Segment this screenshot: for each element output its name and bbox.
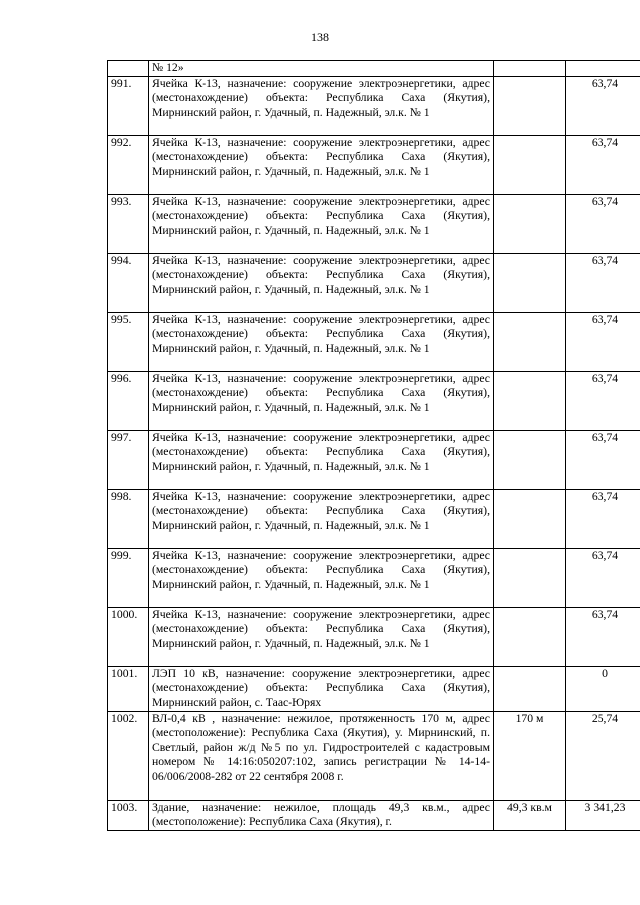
description-text: Ячейка К-13, назначение: сооружение электроэнергетики, адрес (местонахождение) объекта: Республика Саха (Якутия), Мирнинский район, г. Удачный, п. Надежный, эл.к. № 1 [152, 312, 490, 355]
description-text: Ячейка К-13, назначение: сооружение электроэнергетики, адрес (местонахождение) объекта: Республика Саха (Якутия), Мирнинский район, г. Удачный, п. Надежный, эл.к. № 1 [152, 76, 490, 119]
property-registry-table [107, 60, 640, 831]
row-length: 49,3 кв.м [494, 800, 566, 830]
row-number: 998. [108, 489, 149, 548]
row-length [494, 430, 566, 489]
row-description [149, 194, 494, 253]
row-value: 63,74 [566, 135, 640, 194]
description-text: Ячейка К-13, назначение: сооружение электроэнергетики, адрес (местонахождение) объекта: Республика Саха (Якутия), Мирнинский район, г. Удачный, п. Надежный, эл.к. № 1 [152, 194, 490, 237]
row-number: 1001. [108, 666, 149, 711]
row-value: 3 341,23 [566, 800, 640, 830]
row-number: 993. [108, 194, 149, 253]
row-value: 63,74 [566, 194, 640, 253]
row-value [566, 61, 640, 77]
row-description [149, 607, 494, 666]
row-number: 1003. [108, 800, 149, 830]
description-text: Ячейка К-13, назначение: сооружение электроэнергетики, адрес (местонахождение) объекта: Республика Саха (Якутия), Мирнинский район, г. Удачный, п. Надежный, эл.к. № 1 [152, 135, 490, 178]
table-row [108, 61, 640, 77]
row-value: 63,74 [566, 76, 640, 135]
row-description [149, 61, 494, 77]
row-description [149, 489, 494, 548]
description-text: Здание, назначение: нежилое, площадь 49,3 кв.м., адрес (местоположение): Республика Саха (Якутия), г. [152, 800, 490, 829]
row-number: 1002. [108, 711, 149, 800]
table-row [108, 548, 640, 607]
row-value: 25,74 [566, 711, 640, 800]
row-value: 63,74 [566, 430, 640, 489]
row-length [494, 489, 566, 548]
description-text: Ячейка К-13, назначение: сооружение электроэнергетики, адрес (местонахождение) объекта: Республика Саха (Якутия), Мирнинский район, г. Удачный, п. Надежный, эл.к. № 1 [152, 371, 490, 414]
row-length [494, 548, 566, 607]
description-text: Ячейка К-13, назначение: сооружение электроэнергетики, адрес (местонахождение) объекта: Республика Саха (Якутия), Мирнинский район, г. Удачный, п. Надежный, эл.к. № 1 [152, 548, 490, 591]
row-value: 63,74 [566, 607, 640, 666]
row-number: 999. [108, 548, 149, 607]
row-length [494, 194, 566, 253]
table-row [108, 489, 640, 548]
description-text: ЛЭП 10 кВ, назначение: сооружение электроэнергетики, адрес (местонахождение) объекта: Республика Саха (Якутия), Мирнинский район, с. Таас-Юрях [152, 666, 490, 709]
row-description [149, 711, 494, 800]
row-length [494, 666, 566, 711]
row-description [149, 548, 494, 607]
description-text: Ячейка К-13, назначение: сооружение электроэнергетики, адрес (местонахождение) объекта: Республика Саха (Якутия), Мирнинский район, г. Удачный, п. Надежный, эл.к. № 1 [152, 607, 490, 650]
description-text: № 12» [152, 61, 184, 74]
row-value: 63,74 [566, 312, 640, 371]
row-length [494, 253, 566, 312]
row-length [494, 61, 566, 77]
row-length [494, 135, 566, 194]
row-length: 170 м [494, 711, 566, 800]
description-text: Ячейка К-13, назначение: сооружение электроэнергетики, адрес (местонахождение) объекта: Республика Саха (Якутия), Мирнинский район, г. Удачный, п. Надежный, эл.к. № 1 [152, 253, 490, 296]
row-number [108, 61, 149, 77]
row-description [149, 430, 494, 489]
row-length [494, 76, 566, 135]
table-row [108, 194, 640, 253]
row-value: 63,74 [566, 489, 640, 548]
row-description [149, 76, 494, 135]
row-value: 0 [566, 666, 640, 711]
row-length [494, 312, 566, 371]
table-row [108, 711, 640, 800]
table-row [108, 607, 640, 666]
row-number: 995. [108, 312, 149, 371]
table-row [108, 253, 640, 312]
row-number: 1000. [108, 607, 149, 666]
row-length [494, 371, 566, 430]
table-row [108, 76, 640, 135]
row-description [149, 800, 494, 830]
row-number: 997. [108, 430, 149, 489]
row-description [149, 312, 494, 371]
table-row [108, 800, 640, 830]
table-row [108, 312, 640, 371]
row-value: 63,74 [566, 253, 640, 312]
row-description [149, 253, 494, 312]
table-row [108, 430, 640, 489]
row-number: 992. [108, 135, 149, 194]
row-value: 63,74 [566, 371, 640, 430]
row-value: 63,74 [566, 548, 640, 607]
table-row [108, 666, 640, 711]
row-number: 996. [108, 371, 149, 430]
description-text: Ячейка К-13, назначение: сооружение электроэнергетики, адрес (местонахождение) объекта: Республика Саха (Якутия), Мирнинский район, г. Удачный, п. Надежный, эл.к. № 1 [152, 489, 490, 532]
row-number: 991. [108, 76, 149, 135]
row-description [149, 666, 494, 711]
row-number: 994. [108, 253, 149, 312]
row-description [149, 135, 494, 194]
description-text: ВЛ-0,4 кВ , назначение: нежилое, протяженность 170 м, адрес (местоположение): Республика Саха (Якутия), у. Мирнинский, п. Светлый, район ж/д №5 по ул. Гидростроителей с кадастровым номером № 14:16:050207:102, запись регистрации № 14-14-06/006/2008-282 от 22 сентября 2008 г. [152, 711, 490, 783]
row-description [149, 371, 494, 430]
table-row [108, 135, 640, 194]
description-text: Ячейка К-13, назначение: сооружение электроэнергетики, адрес (местонахождение) объекта: Республика Саха (Якутия), Мирнинский район, г. Удачный, п. Надежный, эл.к. № 1 [152, 430, 490, 473]
page-number: 138 [311, 30, 329, 44]
table-row [108, 371, 640, 430]
row-length [494, 607, 566, 666]
